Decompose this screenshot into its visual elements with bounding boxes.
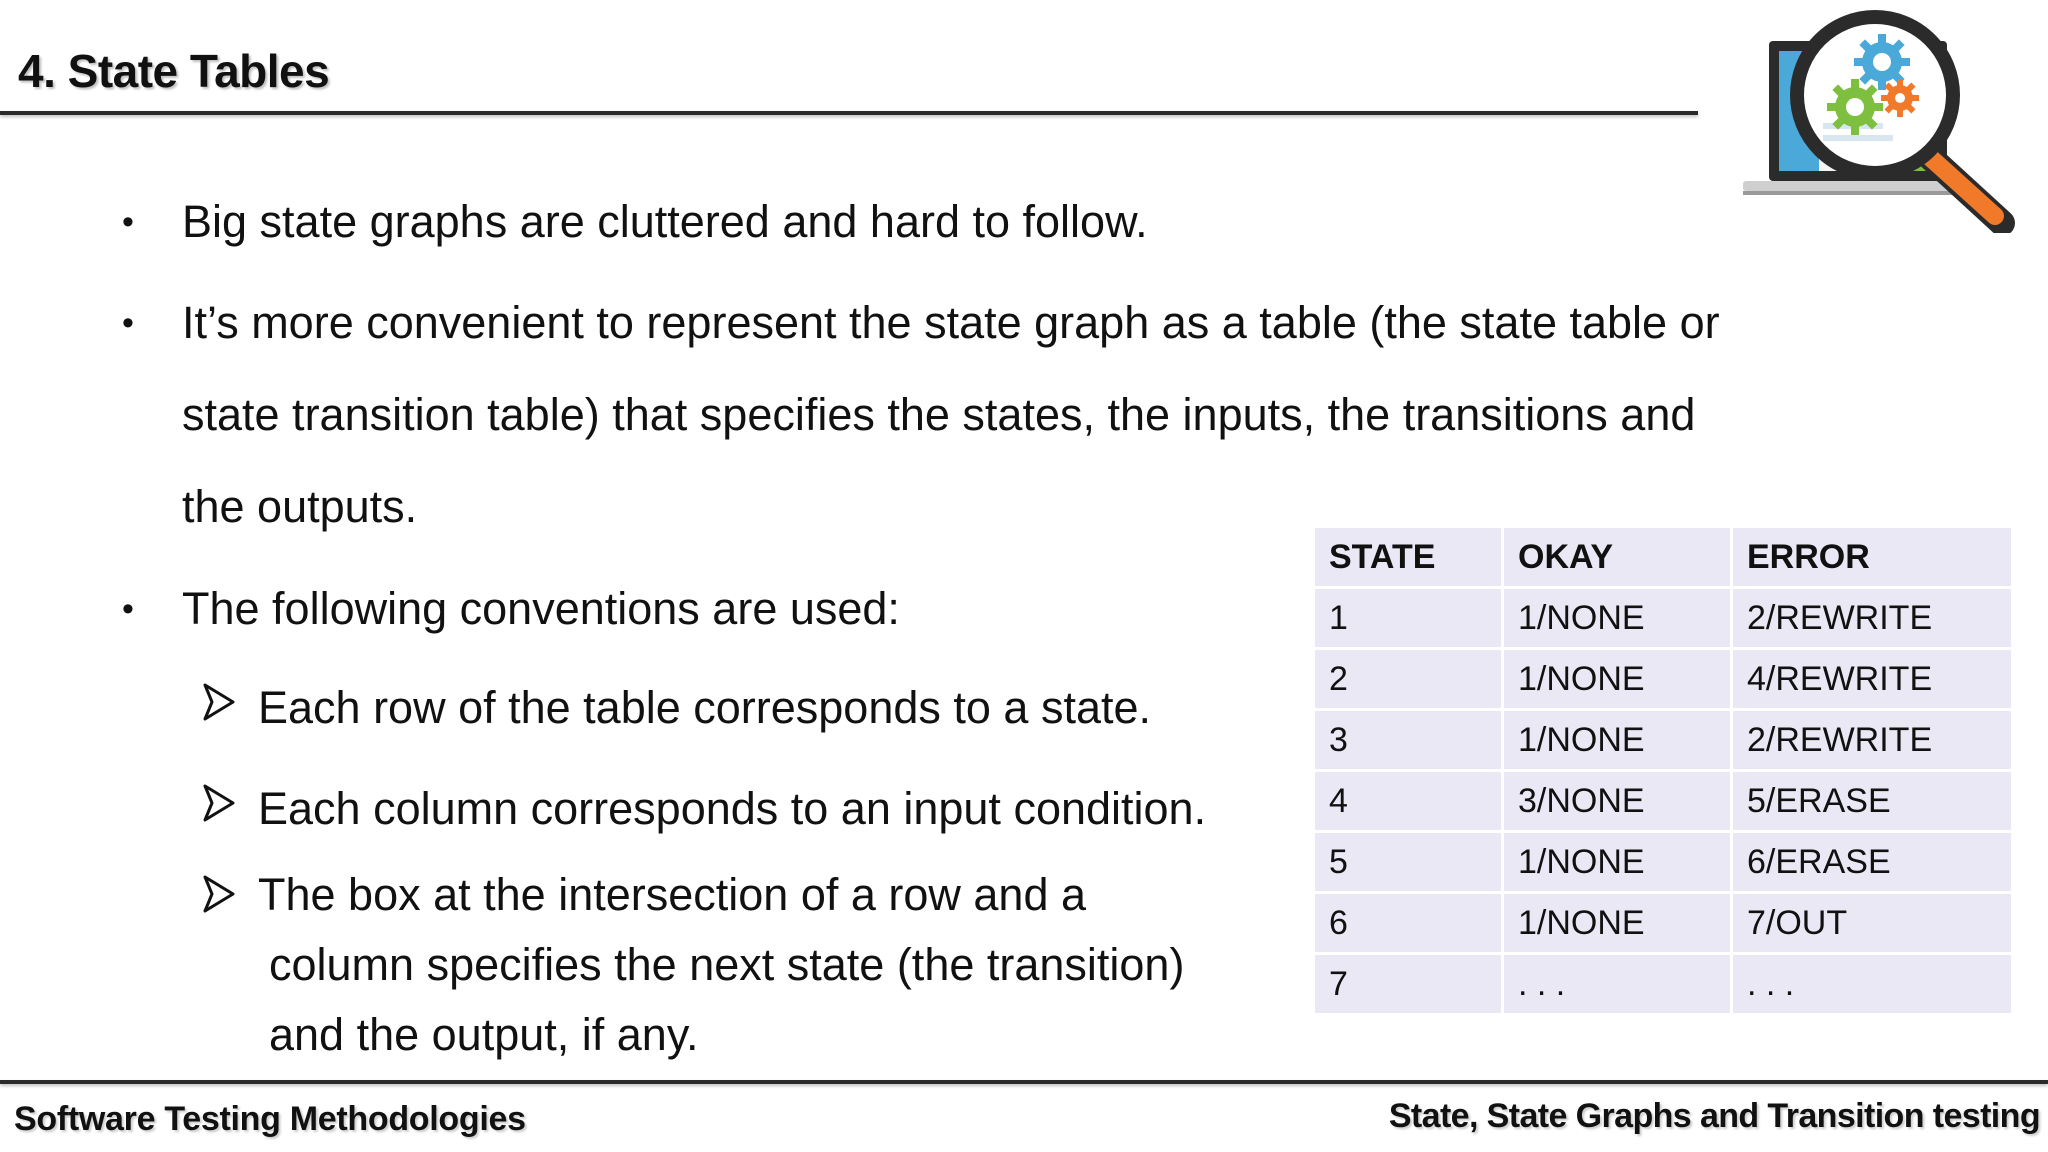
- table-cell: . . .: [1504, 955, 1730, 1013]
- bullet-1: [122, 176, 1148, 268]
- table-cell: 3: [1315, 711, 1501, 769]
- table-row: [1315, 833, 2011, 891]
- table-row: [1315, 955, 2011, 1013]
- table-cell: 1/NONE: [1504, 589, 1730, 647]
- state-table: [1312, 525, 2014, 1016]
- table-cell: 7/OUT: [1733, 894, 2011, 952]
- header-error: ERROR: [1733, 528, 2011, 586]
- table-cell: 5/ERASE: [1733, 772, 2011, 830]
- table-cell: 6: [1315, 894, 1501, 952]
- table-cell: 2/REWRITE: [1733, 711, 2011, 769]
- table-row: [1315, 711, 2011, 769]
- slide-title: 4. State Tables: [18, 45, 330, 97]
- header-okay: OKAY: [1504, 528, 1730, 586]
- arrow-bullet-icon: [202, 783, 236, 823]
- sub-bullet-2-text: Each column corresponds to an input condition.: [258, 783, 1207, 834]
- sub-bullet-3-line-3: and the output, if any.: [269, 1009, 699, 1060]
- bullet-3: [122, 563, 900, 655]
- table-cell: 4/REWRITE: [1733, 650, 2011, 708]
- sub-bullet-1: [258, 680, 1151, 736]
- table-cell: 6/ERASE: [1733, 833, 2011, 891]
- bullet-1-text: Big state graphs are cluttered and hard to follow.: [182, 196, 1148, 247]
- table-cell: 2/REWRITE: [1733, 589, 2011, 647]
- table-cell: 2: [1315, 650, 1501, 708]
- header-state: STATE: [1315, 528, 1501, 586]
- sub-bullet-3-line-1: The box at the intersection of a row and a: [258, 869, 1086, 920]
- bullet-dot: •: [122, 590, 134, 628]
- bullet-dot: •: [122, 304, 134, 342]
- table-cell: 7: [1315, 955, 1501, 1013]
- magnifier-gears-laptop-icon: [1725, 5, 2025, 233]
- table-header-row: [1315, 528, 2011, 586]
- table-cell: 4: [1315, 772, 1501, 830]
- bullet-2-line-2: state transition table) that specifies the states, the inputs, the transitions and: [182, 389, 1696, 440]
- sub-bullet-3-line-2: column specifies the next state (the transition): [269, 939, 1185, 990]
- bullet-2-line-1: It’s more convenient to represent the state graph as a table (the state table or: [182, 297, 1720, 348]
- footer-course-title: Software Testing Methodologies: [14, 1100, 526, 1138]
- footer-topic-title: State, State Graphs and Transition testing: [1388, 1097, 2040, 1135]
- arrow-bullet-icon: [202, 874, 236, 914]
- bullet-dot: •: [122, 203, 134, 241]
- bullet-3-text: The following conventions are used:: [182, 583, 900, 634]
- arrow-bullet-icon: [202, 682, 236, 722]
- table-row: [1315, 772, 2011, 830]
- table-cell: 1: [1315, 589, 1501, 647]
- table-cell: 1/NONE: [1504, 711, 1730, 769]
- sub-bullet-1-text: Each row of the table corresponds to a state.: [258, 682, 1152, 733]
- table-cell: . . .: [1733, 955, 2011, 1013]
- table-cell: 1/NONE: [1504, 894, 1730, 952]
- sub-bullet-3: [258, 860, 1184, 1070]
- table-row: [1315, 589, 2011, 647]
- bullet-2-line-3: the outputs.: [182, 481, 418, 532]
- title-divider: [0, 111, 1698, 115]
- table-row: [1315, 650, 2011, 708]
- bullet-2: [122, 277, 1720, 553]
- table-cell: 5: [1315, 833, 1501, 891]
- table-row: [1315, 894, 2011, 952]
- footer-divider: [0, 1080, 2048, 1084]
- table-cell: 1/NONE: [1504, 650, 1730, 708]
- sub-bullet-2: [258, 781, 1206, 837]
- table-cell: 3/NONE: [1504, 772, 1730, 830]
- table-cell: 1/NONE: [1504, 833, 1730, 891]
